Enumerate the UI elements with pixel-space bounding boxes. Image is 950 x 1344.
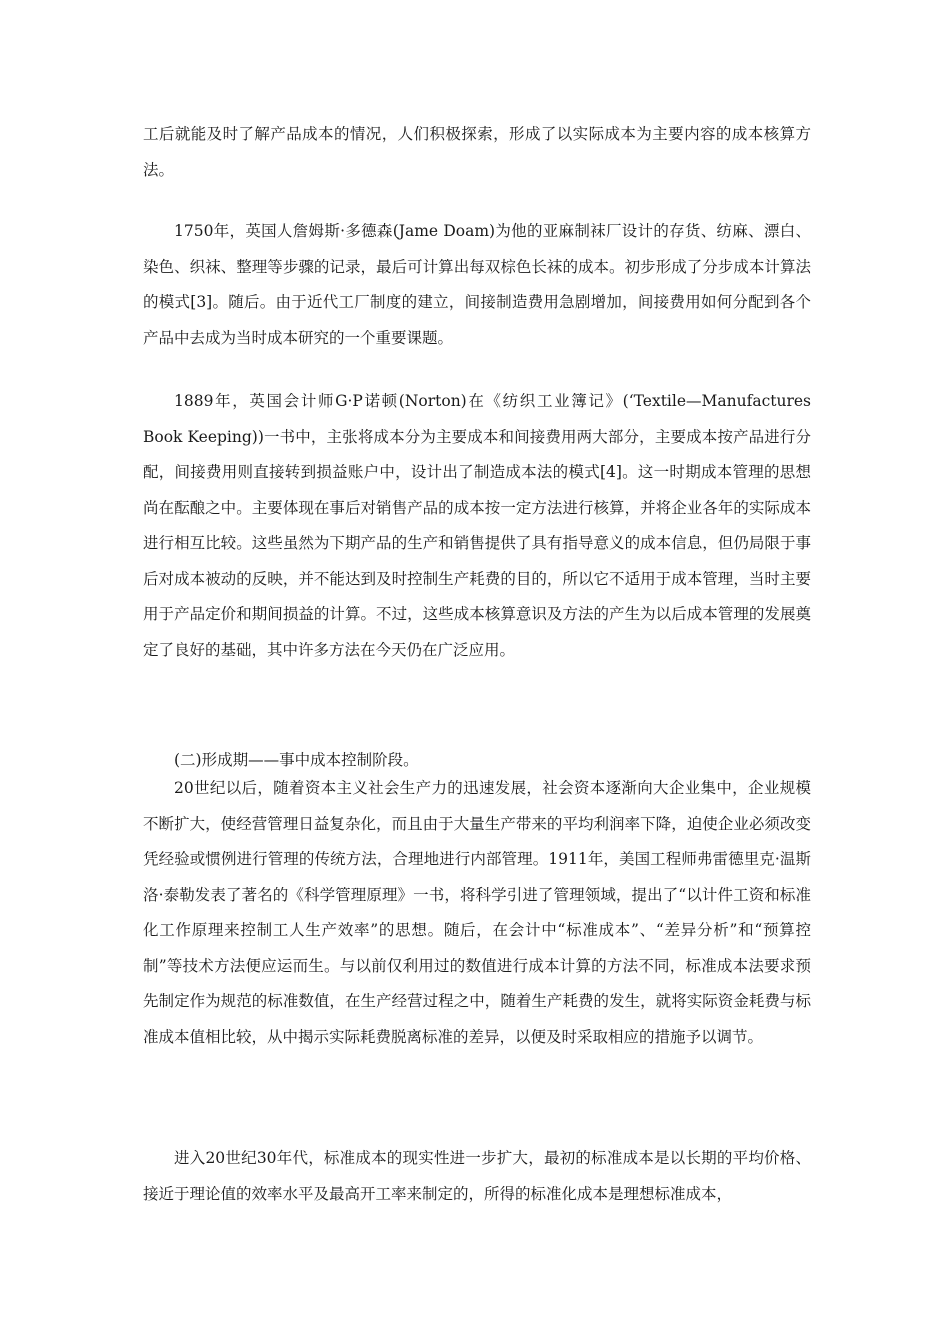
paragraph-1930s [143, 1141, 811, 1212]
paragraph-text: 20世纪以后，随着资本主义社会生产力的迅速发展，社会资本逐渐向大企业集中，企业规模不断扩大，使经营管理日益复杂化，而且由于大量生产带来的平均利润率下降，迫使企业必须改变凭经验或惯例进行管理的传统方法，合理地进行内部管理。1911年，美国工程师弗雷德里克·温斯洛·泰勒发表了著名的《科学管理原理》一书，将科学引进了管理领域，提出了“以计件工资和标准化工作原理来控制工人生产效率”的思想。随后，在会计中“标准成本”、“差异分析”和“预算控制”等技术方法便应运而生。与以前仅利用过的数值进行成本计算的方法不同，标准成本法要求预先制定作为规范的标准数值，在生产经营过程之中，随着生产耗费的发生，就将实际资金耗费与标准成本值相比较，从中揭示实际耗费脱离标准的差异，以便及时采取相应的措施予以调节。 [143, 779, 811, 1046]
paragraph-text: 工后就能及时了解产品成本的情况，人们积极探索，形成了以实际成本为主要内容的成本核算方法。 [143, 125, 811, 179]
paragraph-norton-1889 [143, 384, 811, 668]
paragraph-text: 1750年，英国人詹姆斯·多德森(Jame Doam)为他的亚麻制袜厂设计的存货、纺麻、漂白、染色、织袜、整理等步骤的记录，最后可计算出每双棕色长袜的成本。初步形成了分步成本计算法的模式[3]。随后。由于近代工厂制度的建立，间接制造费用急剧增加，间接费用如何分配到各个产品中去成为当时成本研究的一个重要课题。 [143, 222, 811, 347]
paragraph-text: 1889年，英国会计师G·P诺顿(Norton)在《纺织工业簿记》(‘Textile—Manufactures Book Keeping))一书中，主张将成本分为主要成本和间接费用两大部分，主要成本按产品进行分配，间接费用则直接转到损益账户中，设计出了制造成本法的模式[4]。这一时期成本管理的思想尚在酝酿之中。主要体现在事后对销售产品的成本按一定方法进行核算，并将企业各年的实际成本进行相互比较。这些虽然为下期产品的生产和销售提供了具有指导意义的成本信息，但仍局限于事后对成本被动的反映，并不能达到及时控制生产耗费的目的，所以它不适用于成本管理，当时主要用于产品定价和期间损益的计算。不过，这些成本核算意识及方法的产生为以后成本管理的发展奠定了良好的基础，其中许多方法在今天仍在广泛应用。 [143, 392, 811, 659]
paragraph-continuation [143, 117, 811, 188]
paragraph-dodson-1750 [143, 214, 811, 356]
heading-text: (二)形成期——事中成本控制阶段。 [174, 751, 419, 769]
paragraph-text: 进入20世纪30年代，标准成本的现实性进一步扩大，最初的标准成本是以长期的平均价格、接近于理论值的效率水平及最高开工率来制定的，所得的标准化成本是理想标准成本， [143, 1149, 811, 1203]
paragraph-20th-century [143, 771, 811, 1055]
